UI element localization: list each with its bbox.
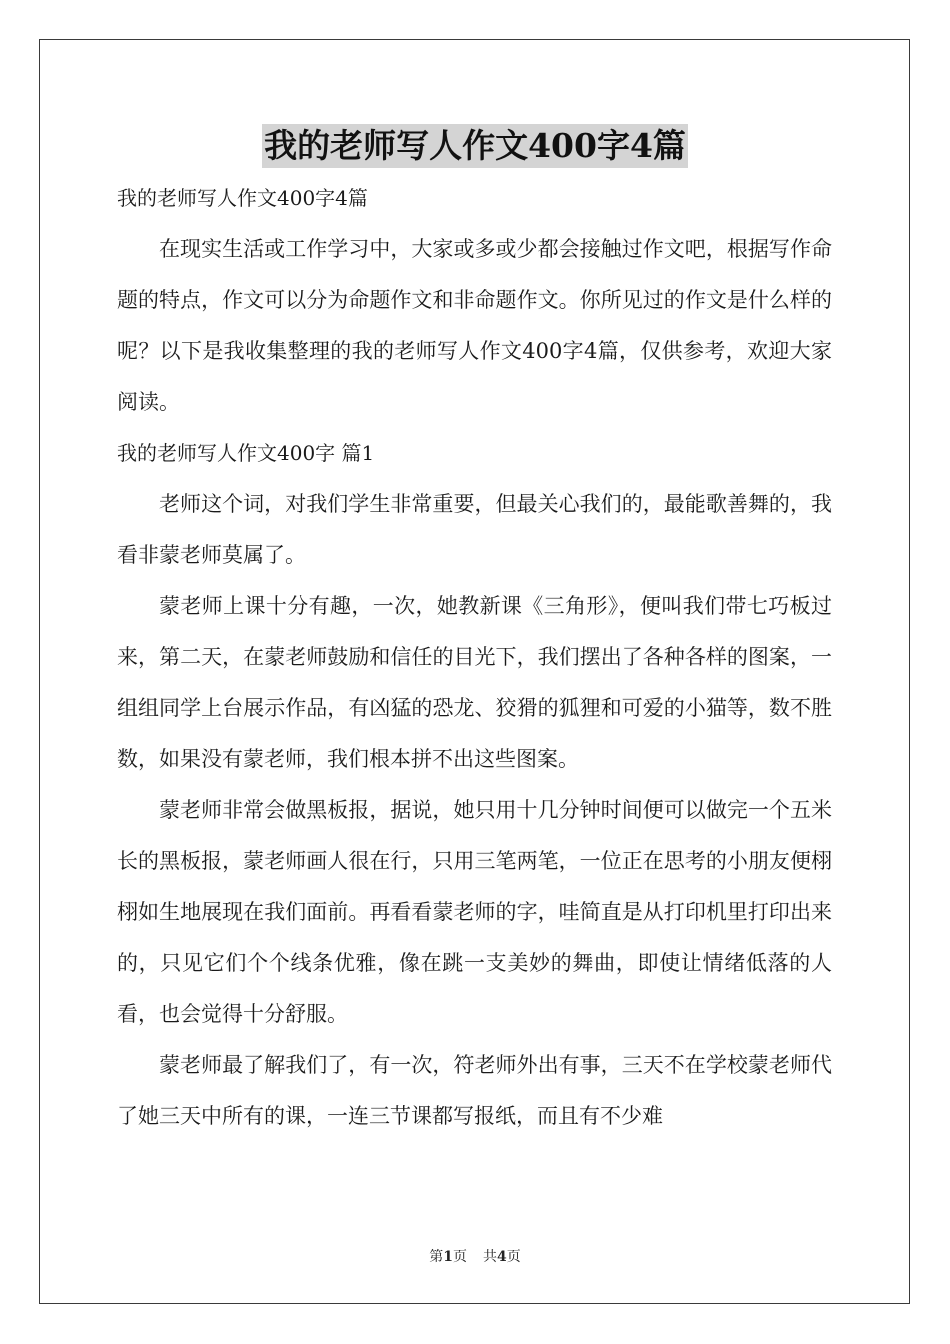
page-footer — [0, 1246, 950, 1266]
document-body — [117, 173, 832, 1142]
document-subtitle: 我的老师写人作文400字4篇 — [117, 186, 368, 210]
total-pages: 4 — [497, 1249, 507, 1265]
page-number: 1 — [443, 1249, 453, 1265]
section-heading: 我的老师写人作文400字 篇1 — [117, 441, 375, 465]
body-paragraph-4: 蒙老师最了解我们了，有一次，符老师外出有事，三天不在学校蒙老师代了她三天中所有的课，一连三节课都写报纸，而且有不少难 — [117, 1053, 832, 1128]
title-container — [0, 124, 950, 168]
page-suffix: 页 — [453, 1249, 467, 1265]
intro-paragraph: 在现实生活或工作学习中，大家或多或少都会接触过作文吧，根据写作命题的特点，作文可以分为命题作文和非命题作文。你所见过的作文是什么样的呢？以下是我收集整理的我的老师写人作文400字4篇，仅供参考，欢迎大家阅读。 — [117, 237, 832, 414]
document-title: 我的老师写人作文400字4篇 — [262, 124, 688, 168]
body-paragraph-2: 蒙老师上课十分有趣，一次，她教新课《三角形》，便叫我们带七巧板过来，第二天，在蒙老师鼓励和信任的目光下，我们摆出了各种各样的图案，一组组同学上台展示作品，有凶猛的恐龙、狡猾的狐狸和可爱的小猫等，数不胜数，如果没有蒙老师，我们根本拼不出这些图案。 — [117, 594, 832, 771]
total-prefix: 共 — [483, 1249, 497, 1265]
total-suffix: 页 — [506, 1249, 521, 1265]
page-prefix: 第 — [429, 1249, 444, 1265]
body-paragraph-1: 老师这个词，对我们学生非常重要，但最关心我们的，最能歌善舞的，我看非蒙老师莫属了。 — [117, 492, 832, 567]
body-paragraph-3: 蒙老师非常会做黑板报，据说，她只用十几分钟时间便可以做完一个五米长的黑板报，蒙老师画人很在行，只用三笔两笔，一位正在思考的小朋友便栩栩如生地展现在我们面前。再看看蒙老师的字，哇简直是从打印机里打印出来的，只见它们个个线条优雅，像在跳一支美妙的舞曲，即使让情绪低落的人看，也会觉得十分舒服。 — [117, 798, 832, 1026]
